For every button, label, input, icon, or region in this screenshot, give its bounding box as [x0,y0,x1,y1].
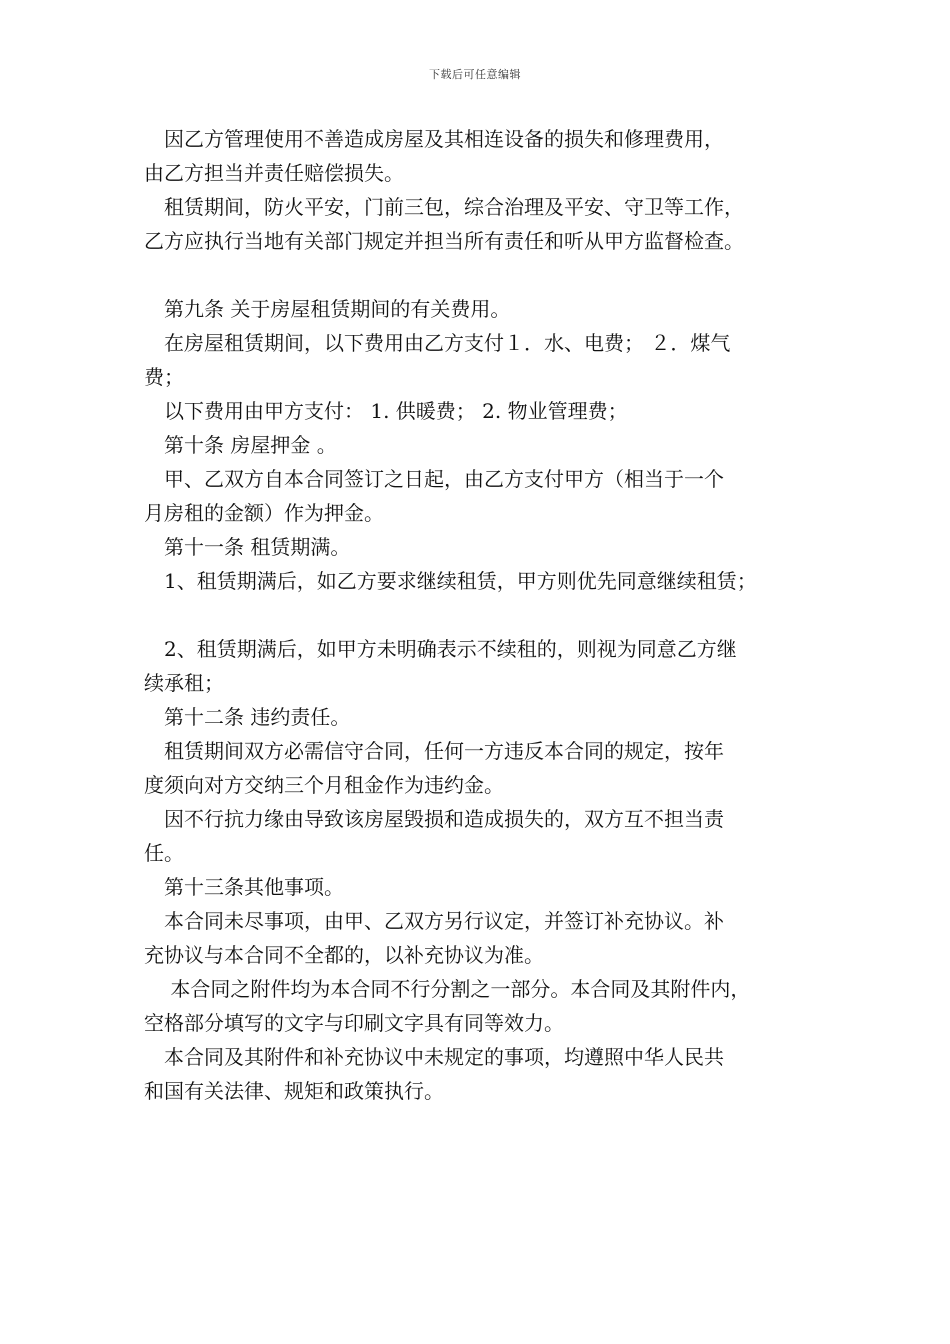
paragraph-line: 在房屋租赁期间，以下费用由乙方支付１．水、电费； ２．煤气 [144,331,731,355]
paragraph-line: 任。 [144,841,184,865]
blank-line [144,598,834,632]
paragraph-line: 本合同未尽事项，由甲、乙双方另行议定，并签订补充协议。补 [144,909,724,933]
paragraph-line: 月房租的金额）作为押金。 [144,501,384,525]
paragraph-line: 费； [144,365,184,389]
paragraph-line: 空格部分填写的文字与印刷文字具有同等效力。 [144,1011,564,1035]
paragraph-law [144,1040,834,1108]
paragraph-line: 第十条 房屋押金 。 [144,433,337,457]
paragraph-line: 2、租赁期满后，如甲方未明确表示不续租的，则视为同意乙方继 [144,637,737,661]
article-12-heading [144,700,834,734]
paragraph-line: 和国有关法律、规矩和政策执行。 [144,1079,444,1103]
paragraph-tenant-fees [144,326,834,394]
paragraph-force-majeure [144,802,834,870]
paragraph-landlord-fees [144,394,834,428]
paragraph-line: 充协议与本合同不全都的，以补充协议为准。 [144,943,544,967]
article-13-heading [144,870,834,904]
article-11-heading [144,530,834,564]
paragraph-renewal-1 [144,564,834,598]
paragraph-breach [144,734,834,802]
paragraph-line: 第九条 关于房屋租赁期间的有关费用。 [144,297,511,321]
paragraph-line: 因不行抗力缘由导致该房屋毁损和造成损失的，双方互不担当责 [144,807,724,831]
paragraph-attachments [144,972,834,1040]
paragraph-2 [144,190,834,258]
paragraph-line: 甲、乙双方自本合同签订之日起，由乙方支付甲方（相当于一个 [144,467,724,491]
paragraph-line: 续承租； [144,671,224,695]
paragraph-line: 1、租赁期满后，如乙方要求继续租赁，甲方则优先同意继续租赁； [144,569,757,593]
paragraph-line: 由乙方担当并责任赔偿损失。 [144,161,404,185]
paragraph-line: 本合同之附件均为本合同不行分割之一部分。本合同及其附件内， [144,977,751,1001]
document-body [144,122,834,1108]
paragraph-1 [144,122,834,190]
paragraph-deposit [144,462,834,530]
paragraph-line: 第十二条 违约责任。 [144,705,351,729]
paragraph-line: 本合同及其附件和补充协议中未规定的事项，均遵照中华人民共 [144,1045,724,1069]
article-10-heading [144,428,834,462]
paragraph-supplement [144,904,834,972]
blank-line [144,258,834,292]
paragraph-line: 租赁期间双方必需信守合同，任何一方违反本合同的规定，按年 [144,739,724,763]
paragraph-line: 第十三条其他事项。 [144,875,344,899]
paragraph-line: 第十一条 租赁期满。 [144,535,351,559]
paragraph-renewal-2 [144,632,834,700]
paragraph-line: 乙方应执行当地有关部门规定并担当所有责任和听从甲方监督检查。 [144,229,744,253]
paragraph-line: 以下费用由甲方支付： 1. 供暖费； 2. 物业管理费； [144,399,628,423]
page-header: 下载后可任意编辑 [429,68,521,81]
paragraph-line: 租赁期间，防火平安，门前三包，综合治理及平安、守卫等工作， [144,195,744,219]
paragraph-line: 度须向对方交纳三个月租金作为违约金。 [144,773,504,797]
article-9-heading [144,292,834,326]
paragraph-line: 因乙方管理使用不善造成房屋及其相连设备的损失和修理费用， [144,127,724,151]
